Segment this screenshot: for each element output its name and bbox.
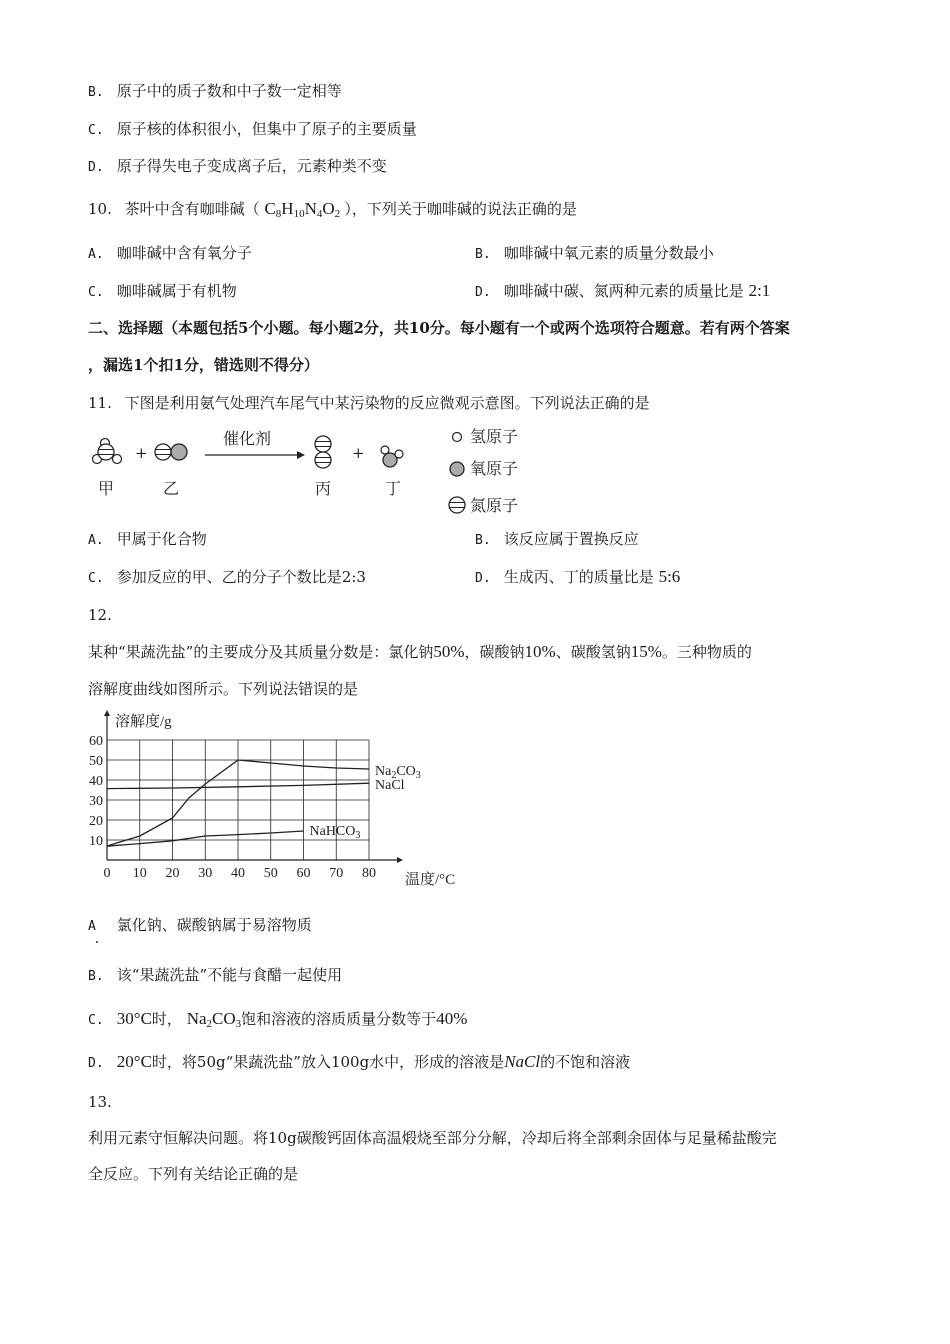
y-tick-label: 50 [89, 754, 103, 769]
stem-text: ），下列关于咖啡碱的说法正确的是 [344, 200, 577, 218]
q11-option-b [475, 528, 639, 552]
option-label: B. [88, 969, 104, 984]
x-tick-label: 0 [103, 866, 111, 881]
x-tick-label: 20 [165, 866, 180, 881]
label-yi: 乙 [163, 479, 180, 498]
mass-ratio: 2:1 [748, 281, 771, 300]
label-bing: 丙 [315, 479, 332, 498]
option-text: 咖啡碱中氧元素的质量分数最小 [503, 244, 714, 262]
q12-option-b [88, 964, 342, 988]
option-text: 甲属于化合物 [116, 530, 207, 548]
series-label-nahco3: NaHCO$_3$ [309, 824, 361, 841]
y-tick-label: 60 [89, 734, 103, 749]
hydrogen-atom [395, 450, 403, 458]
option-text: 咖啡碱中含有氧分子 [116, 244, 252, 262]
caffeine-formula: $C_8H_{10}N_4O_2$ [264, 199, 341, 220]
option-text: 咖啡碱中碳、氮两种元素的质量比是 [503, 282, 744, 300]
option-label: C. [88, 1013, 104, 1028]
x-axis-label: 温度/°C [405, 872, 456, 888]
x-tick-label: 70 [329, 866, 344, 881]
temperature: 30°C [116, 1009, 152, 1028]
legend-hydrogen: 氢原子 [470, 427, 519, 446]
decorative-dot [96, 941, 98, 943]
q12-stem-line1: 某种“果蔬洗盐”的主要成分及其质量分数是：氯化钠50%，碳酸钠10%、碳酸氢钠15%。三种物质的 [88, 642, 752, 661]
plus-sign: + [352, 444, 365, 462]
option-label: C. [88, 285, 104, 300]
molecule-yi [155, 444, 187, 460]
molecule-ding [381, 446, 403, 467]
series-label-nacl: NaCl [375, 778, 405, 794]
stem-text: 茶叶中含有咖啡碱（ [124, 200, 260, 218]
q10-option-b [475, 242, 714, 266]
reaction-diagram [85, 422, 545, 517]
q10-option-a [88, 242, 252, 266]
option-text: 参加反应的甲、乙的分子个数比是2:3 [116, 568, 366, 586]
molecule-jia [93, 439, 122, 464]
q12-option-a [88, 914, 312, 938]
nitrogen-atom [315, 452, 331, 468]
option-label: A. [88, 247, 104, 262]
plus-sign: + [135, 444, 148, 462]
section-heading-cont: ，漏选1个扣1分，错选则不得分） [88, 356, 319, 374]
x-tick-label: 30 [198, 866, 213, 881]
arrow-head [297, 451, 305, 459]
option-label: D. [88, 1056, 104, 1071]
x-tick-label: 50 [263, 866, 278, 881]
label-jia: 甲 [98, 479, 115, 498]
sodium-carbonate-formula: $Na_2CO_3$ [186, 1009, 242, 1030]
q13-stem-line2: 全反应。下列有关结论正确的是 [88, 1165, 299, 1183]
series-label-na2co3: $Na_2CO_3$ [375, 764, 421, 781]
stem-text: 下图是利用氨气处理汽车尾气中某污染物的反应微观示意图。下列说法正确的是 [124, 394, 650, 412]
option-text: 该反应属于置换反应 [503, 530, 639, 548]
legend-nitrogen-icon [449, 497, 465, 513]
q12-option-c: C. 30°C时， $Na_2CO_3$饱和溶液的溶质质量分数等于40% [88, 1009, 468, 1030]
q12-stem-line2: 溶解度曲线如图所示。下列说法错误的是 [88, 680, 359, 698]
legend-hydrogen-icon [453, 433, 462, 442]
q13-number: 13. [88, 1093, 112, 1111]
option-label: D. [475, 571, 491, 586]
q10-option-c [88, 280, 237, 304]
temperature: 20°C [116, 1052, 152, 1071]
option-label: D. [475, 285, 491, 300]
q10-option-d [475, 280, 770, 304]
label-ding: 丁 [385, 479, 402, 498]
x-axis-arrow [397, 857, 403, 863]
q9-option-d [88, 155, 387, 179]
option-text: 生成丙、丁的质量比是 [503, 568, 654, 586]
solubility-chart [82, 708, 472, 898]
q12-option-d: D. 20°C时，将50g“果蔬洗盐”放入100g水中，形成的溶液是NaCl的不饱和溶液 [88, 1051, 630, 1075]
y-tick-label: 30 [89, 794, 103, 809]
q11-option-a [88, 528, 207, 552]
option-text: 该“果蔬洗盐”不能与食醋一起使用 [116, 966, 343, 984]
q10-stem [88, 198, 577, 220]
x-tick-label: 10 [132, 866, 147, 881]
q9-option-c [88, 118, 417, 142]
x-tick-label: 60 [296, 866, 311, 881]
hydrogen-atom [113, 455, 122, 464]
nitrogen-atom [155, 444, 171, 460]
option-label: A [88, 919, 96, 934]
mass-ratio: 5:6 [658, 567, 681, 586]
y-axis-arrow [104, 710, 110, 716]
option-label: D. [88, 160, 104, 175]
nitrogen-atom [98, 444, 114, 460]
option-text: 原子核的体积很小，但集中了原子的主要质量 [116, 120, 417, 138]
question-number: 10. [88, 200, 112, 218]
option-label: B. [88, 85, 104, 100]
molecule-bing [315, 436, 331, 468]
x-tick-label: 80 [362, 866, 376, 881]
option-label: A. [88, 533, 104, 548]
option-text: 原子得失电子变成离子后，元素种类不变 [116, 157, 387, 175]
section-heading: 二、选择题（本题包括5个小题。每小题2分，共10分。每小题有一个或两个选项符合题意。若有两个答案 [88, 319, 790, 337]
option-label: B. [475, 533, 491, 548]
q11-option-d [475, 566, 680, 590]
option-label: C. [88, 123, 104, 138]
q13-stem-line1: 利用元素守恒解决问题。将10g碳酸钙固体高温煅烧至部分分解，冷却后将全部剩余固体与足量稀盐酸完 [88, 1129, 777, 1147]
percentage: 40% [436, 1009, 468, 1028]
option-text: 氯化钠、碳酸钠属于易溶物质 [116, 916, 312, 934]
question-number: 11. [88, 394, 112, 412]
legend-oxygen: 氧原子 [470, 459, 519, 478]
q11-stem [88, 392, 650, 414]
nitrogen-atom [315, 436, 331, 452]
option-label: B. [475, 247, 491, 262]
y-tick-label: 20 [89, 814, 103, 829]
option-text: 原子中的质子数和中子数一定相等 [116, 82, 342, 100]
y-axis-label: 溶解度/g [115, 714, 172, 730]
y-tick-label: 10 [89, 834, 103, 849]
hydrogen-atom [381, 446, 389, 454]
catalyst-label: 催化剂 [223, 429, 272, 448]
nacl-formula: NaCl [504, 1052, 541, 1071]
x-tick-label: 40 [231, 866, 245, 881]
q11-option-c [88, 566, 366, 590]
oxygen-atom [171, 444, 187, 460]
legend [449, 427, 518, 515]
q12-number: 12. [88, 606, 112, 624]
legend-oxygen-icon [450, 462, 464, 476]
y-tick-label: 40 [89, 774, 103, 789]
option-label: C. [88, 571, 104, 586]
legend-nitrogen: 氮原子 [470, 496, 519, 515]
q9-option-b [88, 80, 342, 104]
option-text: 咖啡碱属于有机物 [116, 282, 237, 300]
